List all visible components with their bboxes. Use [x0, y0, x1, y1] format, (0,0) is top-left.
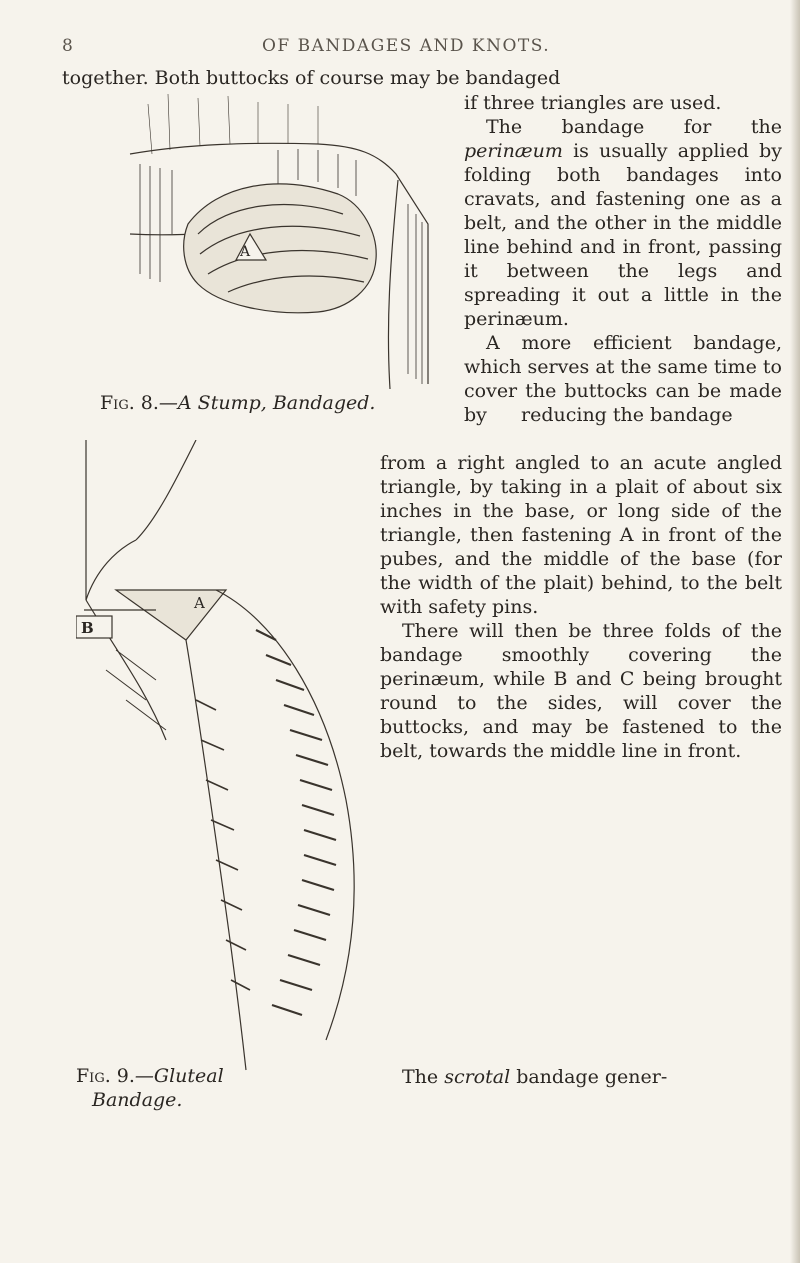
figure-9-label: Fig. 9.: [76, 1065, 135, 1087]
paragraph-three-folds: There will then be three folds of the bandage smoothly covering the perinæum, while B and C being brought round to the sides, will cover the buttocks, and may be fastened to the belt, towards the middle line in front.: [380, 620, 782, 762]
figure-8-label: Fig. 8.: [100, 392, 159, 414]
page-edge-shadow: [790, 0, 800, 1263]
text-column-beside-figure-9: [380, 451, 782, 763]
figure-9-title-line1: —Gluteal: [134, 1065, 224, 1087]
figure-8-title: —A Stump, Bandaged.: [158, 392, 376, 414]
page-number: 8: [62, 36, 73, 56]
paragraph-three-triangles: if three triangles are used.: [464, 92, 722, 114]
paragraph-opening-line: together. Both buttocks of course may be bandaged: [62, 67, 561, 89]
figure-9-title-line2: Bandage.: [92, 1089, 183, 1111]
running-title: OF BANDAGES AND KNOTS.: [262, 36, 551, 56]
figure-9-gluteal-illustration: [76, 440, 376, 1080]
paragraph-efficient-bandage: A more efficient bandage, which serves at the same time to cover the buttocks can be made by: [464, 332, 782, 426]
figure-9-caption: [76, 1065, 224, 1087]
text-column-beside-figure-8: [464, 91, 782, 427]
figure-9-letter-a: A: [194, 594, 205, 612]
text-line-beside-caption: reducing the bandage: [521, 404, 733, 426]
paragraph-scrotal-bandage: The scrotal bandage gener-: [402, 1066, 668, 1088]
figure-8-letter-a: A: [240, 244, 251, 260]
figure-9-letter-b: B: [81, 619, 94, 637]
figure-8-caption: [100, 392, 375, 414]
figure-8-stump-illustration: [128, 84, 462, 394]
paragraph-perinaeum-bandage: The bandage for the perinæum is usually applied by folding both bandages into cravats, and fastening one as a belt, and the other in the middle line behind and in front, passing it between the legs and spreading it out a little in the perinæum.: [464, 116, 782, 330]
paragraph-acute-triangle: from a right angled to an acute angled triangle, by taking in a plait of about six inches in the base, or long side of the triangle, then fastening A in front of the pubes, and the middle of the base (for the width of the plait) behind, to the belt with safety pins.: [380, 452, 782, 618]
